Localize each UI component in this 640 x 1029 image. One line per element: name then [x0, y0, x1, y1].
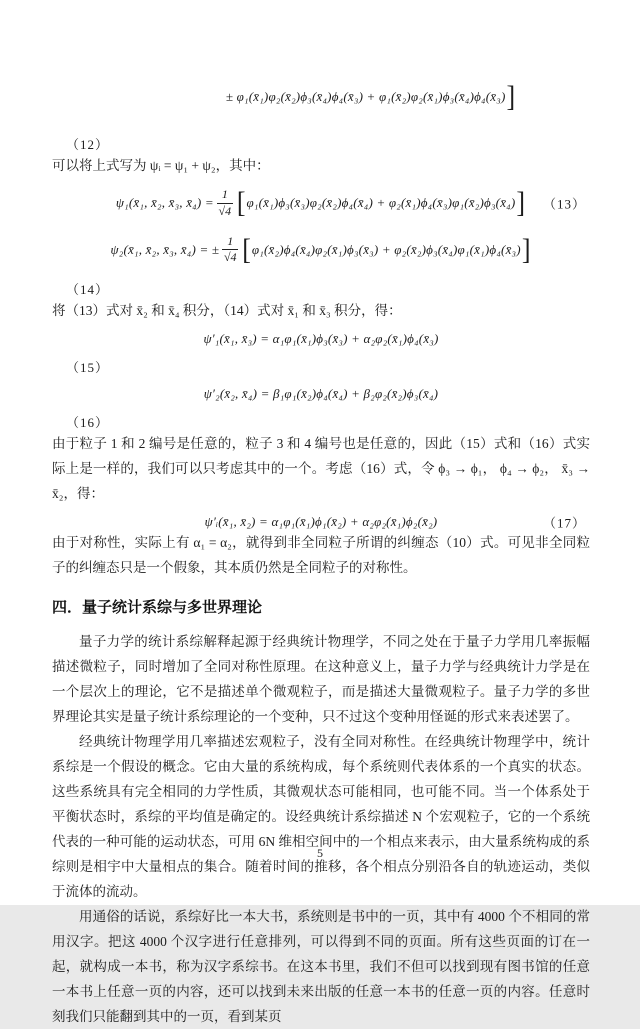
fraction-denominator: √4 — [223, 250, 237, 265]
left-bracket: [ — [236, 186, 246, 220]
section-heading: 四．量子统计系综与多世界理论 — [52, 599, 263, 617]
equation-16 — [52, 386, 590, 402]
left-bracket: [ — [242, 232, 251, 266]
equation-label-16: （16） — [66, 415, 110, 431]
equation-13-lhs: ψ₁(x̄₁, x̄₂, x̄₃, x̄₄) = — [115, 195, 214, 211]
paragraph-book-analogy: 用通俗的话说，系综好比一本大书，系统则是书中的一页，其中有 4000 个不相同的常用汉字。把这 4000 个汉字进行任意排列，可以得到不同的页面。所有这些页面的订在一起，就构成一本书，称为汉字系综书。在这本书里，我们不但可以找到现有图书馆的任意一本书上任意一页的内容，还可以找到未来出版的任意一本书的任意一页的内容。任意时刻我们只能翻到其中的一页，看到某页 — [52, 909, 590, 1025]
right-bracket: ] — [521, 232, 531, 266]
fraction — [217, 188, 233, 219]
page-number: 5 — [317, 846, 323, 860]
fraction — [222, 235, 238, 266]
equation-13 — [52, 188, 590, 219]
equation-label-15: （15） — [66, 360, 110, 376]
equation-15-body: ψ′₁(x̄₁, x̄₃) = α₁φ₁(x̄₁)ϕ₃(x̄₃) + α₂φ₂(x̄₁)ϕ₄(x̄₃) — [203, 331, 439, 347]
equation-12-continuation — [52, 79, 590, 114]
paragraph-identical-numbering: 由于粒子 1 和 2 编号是任意的，粒子 3 和 4 编号也是任意的，因此（15）式和（16）式实际上是一样的，我们可以只考虑其中的一个。考虑（16）式，令 ϕ₃ → ϕ₁， ϕ₄ → ϕ₂， x̄₃ → x̄₂，得： — [52, 436, 590, 502]
equation-13-body: φ₁(x̄₁)ϕ₃(x̄₃)φ₂(x̄₂)ϕ₄(x̄₄) + φ₂(x̄₁)ϕ₄(x̄₃)φ₁(x̄₂)ϕ₃(x̄₄) — [246, 195, 516, 211]
equation-14-lhs: ψ₂(x̄₁, x̄₂, x̄₃, x̄₄) = ± — [110, 241, 220, 257]
right-bracket: ] — [506, 79, 516, 114]
equation-17-body: ψ′ᵢ(x̄₁, x̄₂) = α₁φ₁(x̄₁)ϕ₁(x̄₂) + α₂φ₂(x̄₁)ϕ₂(x̄₂) — [204, 514, 438, 530]
equation-12-body: ± φ₁(x̄₁)φ₂(x̄₂)ϕ₃(x̄₄)ϕ₄(x̄₃) + φ₁(x̄₂)φ₂(x̄₁)ϕ₃(x̄₄)ϕ₄(x̄₃) — [225, 89, 506, 104]
equation-number-17: （17） — [542, 515, 586, 531]
fraction-numerator: 1 — [222, 235, 238, 251]
fraction-denominator: √4 — [218, 203, 232, 218]
equation-14 — [52, 232, 590, 266]
fraction-numerator: 1 — [217, 188, 233, 204]
equation-14-body: φ₁(x̄₂)ϕ₄(x̄₄)φ₂(x̄₁)ϕ₃(x̄₃) + φ₂(x̄₂)ϕ₃(x̄₄)φ₁(x̄₁)ϕ₄(x̄₃) — [251, 241, 521, 257]
paragraph-ensemble-intro: 量子力学的统计系综解释起源于经典统计物理学，不同之处在于量子力学用几率振幅描述微粒子，同时增加了全同对称性原理。在这种意义上，量子力学与经典统计力学是在一个层次上的理论，它不是描述单个微观粒子，而是描述大量微观粒子。量子力学的多世界理论其实是量子统计系综理论的一个变种，只不过这个变种用怪诞的形式来表述罢了。 — [52, 634, 590, 725]
paragraph-rewrite: 可以将上式写为 ψᵢ = ψ₁ + ψ₂，其中： — [52, 158, 270, 173]
paragraph-symmetry: 由于对称性，实际上有 α₁ = α₂，就得到非全同粒子所谓的纠缠态（10）式。可见非全同粒子的纠缠态只是一个假象，其本质仍然是全同粒子的对称性。 — [52, 535, 590, 576]
equation-17 — [52, 514, 590, 530]
equation-number-13: （13） — [542, 196, 586, 212]
equation-label-14: （14） — [66, 282, 110, 298]
right-bracket: ] — [516, 186, 526, 220]
paragraph-classical-ensemble: 经典统计物理学用几率描述宏观粒子，没有全同对称性。在经典统计物理学中，统计系综是一个假设的概念。它由大量的系统构成，每个系统则代表体系的一个真实的状态。这些系统具有完全相同的力学性质，其微观状态可能相同，也可能不同。当一个体系处于平衡状态时，系综的平均值是确定的。设经典统计系综描述 N 个宏观粒子，它的一个系统代表的一种可能的运动状态，可用 6N 维相空间中的一个相点来表示，由大量系统构成的系综则是相宇中大量相点的集合。随着时间的推移，各个相点分别沿各自的轨迹运动，类似于流体的流动。 — [52, 734, 590, 900]
paragraph-integrate: 将（13）式对 x̄₂ 和 x̄₄ 积分，（14）式对 x̄₁ 和 x̄₃ 积分，得： — [52, 303, 402, 319]
equation-16-body: ψ′₂(x̄₂, x̄₄) = β₁φ₁(x̄₂)ϕ₄(x̄₄) + β₂φ₂(x̄₂)ϕ₃(x̄₄) — [203, 386, 439, 402]
equation-label-12: （12） — [66, 137, 110, 152]
equation-15 — [52, 331, 590, 347]
